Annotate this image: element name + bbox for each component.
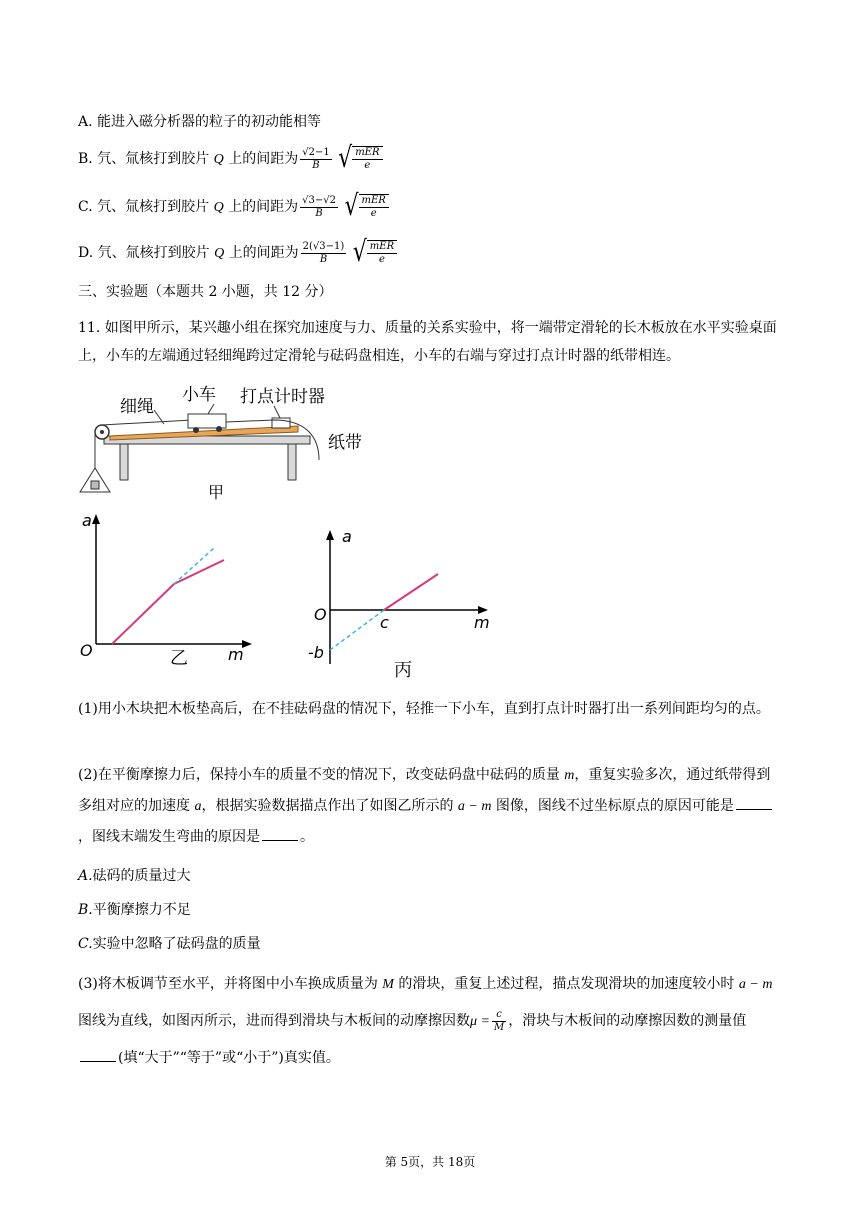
sqrt: √ mER e xyxy=(353,240,397,266)
part-2-text-d: 图像，图线不过坐标原点的原因可能是 xyxy=(495,798,734,814)
cart xyxy=(188,414,226,428)
data-curve xyxy=(112,560,224,644)
fraction-num: c xyxy=(492,1009,506,1022)
choice-text: 实验中忽略了砝码盘的质量 xyxy=(92,936,261,952)
axis-label-a: a xyxy=(342,527,352,546)
axis-label-m: m xyxy=(228,645,244,664)
choice-a xyxy=(78,866,191,886)
axis-label-a: a xyxy=(82,511,92,530)
sqrt: √ mER e xyxy=(338,146,382,172)
var-a: a xyxy=(194,799,202,814)
weight xyxy=(91,481,99,489)
var-big-m: M xyxy=(382,977,394,992)
fraction-den: M xyxy=(493,1021,505,1033)
fraction-den: B xyxy=(315,207,323,219)
part-2-text-f: 。 xyxy=(300,829,314,845)
axis-label-m: m xyxy=(474,613,490,632)
option-d-text: D. 氕、氚核打到胶片 xyxy=(78,245,210,261)
part-3-text-d: ，滑块与木板间的动摩擦因数 xyxy=(508,1013,691,1029)
data-line xyxy=(384,574,438,610)
option-c xyxy=(78,190,389,223)
answer-blank[interactable] xyxy=(262,840,298,841)
label-timer: 打点计时器 xyxy=(240,387,325,407)
option-a: A. 能进入磁分析器的粒子的初动能相等 xyxy=(78,114,322,130)
part-3-text-e: 的测量值 xyxy=(690,1013,747,1029)
choice-c xyxy=(78,934,261,954)
option-b-suffix: 上的间距为 xyxy=(228,151,299,167)
var-q: Q xyxy=(213,152,224,167)
sqrt: √ mER e xyxy=(344,194,388,220)
label-yi: 乙 xyxy=(170,648,188,666)
label-bing: 丙 xyxy=(394,660,412,681)
fraction xyxy=(301,241,347,266)
y-axis-arrow xyxy=(92,514,100,524)
part-3 xyxy=(78,966,784,1076)
part-2 xyxy=(78,760,784,852)
fraction-den: B xyxy=(319,253,328,265)
option-d xyxy=(78,236,397,269)
extension-line xyxy=(330,610,384,650)
part-2-text-e: ，图线末端发生弯曲的原因是 xyxy=(78,829,260,845)
cart-wheel xyxy=(193,427,199,433)
var-q: Q xyxy=(214,246,225,261)
timer-box xyxy=(272,418,290,428)
sqrt-den: e xyxy=(364,160,371,171)
part-2-text-c: ，根据实验数据描点作出了如图乙所示的 xyxy=(201,798,454,814)
part-2-text-a: (2)在平衡摩擦力后，保持小车的质量不变的情况下，改变砝码盘中砝码的质量 xyxy=(78,767,560,783)
cart-wheel xyxy=(216,426,222,432)
var-m: m xyxy=(564,768,575,783)
choice-text: 砝码的质量过大 xyxy=(92,868,191,884)
part-3-text-c: 图线为直线，如图丙所示，进而得到滑块与木板间的动摩擦因数 xyxy=(78,1013,470,1029)
expr-a-minus-m: a − m xyxy=(738,977,773,992)
rope-line xyxy=(102,420,192,425)
option-b-text: B. 氕、氚核打到胶片 xyxy=(78,151,210,167)
choice-letter: C. xyxy=(78,936,93,952)
answer-blank[interactable] xyxy=(80,1061,116,1062)
part-3-text-f: (填“大于”“等于”或“小于”)真实值。 xyxy=(118,1050,340,1066)
sqrt-den: e xyxy=(370,208,377,219)
mu-symbol: μ = xyxy=(470,1014,490,1029)
sqrt-num: mER xyxy=(359,195,389,208)
fraction-num: 2(√3−1) xyxy=(302,240,345,252)
answer-blank[interactable] xyxy=(736,809,772,810)
graph-yi xyxy=(74,510,274,666)
option-c-text: C. 氕、氚核打到胶片 xyxy=(78,199,210,215)
pulley-axle xyxy=(100,430,104,434)
fraction xyxy=(300,195,338,220)
graph-bing xyxy=(306,524,506,682)
page-footer: 第 5页，共 18页 xyxy=(384,1155,476,1169)
label-c: c xyxy=(380,613,389,632)
fraction-c-over-m xyxy=(492,1009,506,1034)
label-rope: 细绳 xyxy=(120,397,154,417)
var-q: Q xyxy=(213,200,224,215)
part-3-text-a: (3)将木板调节至水平，并将图中小车换成质量为 xyxy=(78,976,378,992)
origin-label: O xyxy=(80,641,93,660)
table-leg-right xyxy=(288,444,296,480)
fraction-num: √3−√2 xyxy=(302,194,337,206)
option-c-suffix: 上的间距为 xyxy=(228,199,299,215)
label-cart: 小车 xyxy=(182,385,216,405)
expr-a-minus-m: a − m xyxy=(457,799,492,814)
part-1: (1)用小木块把木板垫高后，在不挂砝码盘的情况下，轻推一下小车，直到打点计时器打出一系列间距均匀的点。 xyxy=(78,701,770,717)
fraction-den: B xyxy=(312,159,320,171)
choice-b xyxy=(78,900,191,920)
part-2-text-b: ，重复实验多次，通过纸带得到多组对应的加速度 xyxy=(78,767,771,814)
choice-text: 平衡摩擦力不足 xyxy=(92,902,191,918)
option-b xyxy=(78,142,383,175)
fraction xyxy=(300,147,331,172)
option-d-suffix: 上的间距为 xyxy=(228,245,299,261)
label-jia: 甲 xyxy=(208,483,225,502)
label-tape: 纸带 xyxy=(328,433,362,453)
question-11-stem: 11. 如图甲所示，某兴趣小组在探究加速度与力、质量的关系实验中，将一端带定滑轮的长木板放在水平实验桌面上，小车的左端通过轻细绳跨过定滑轮与砝码盘相连，小车的右端与穿过打点计时器的纸带相连。 xyxy=(78,320,777,364)
origin-label: O xyxy=(314,605,327,624)
table-leg-left xyxy=(120,444,128,480)
fraction-num: √2−1 xyxy=(302,146,330,158)
choice-letter: B. xyxy=(78,902,93,918)
sqrt-num: mER xyxy=(367,241,397,254)
part-3-text-b: 的滑块，重复上述过程，描点发现滑块的加速度较小时 xyxy=(398,976,735,992)
label-neg-b: -b xyxy=(308,643,324,662)
sqrt-den: e xyxy=(378,254,385,265)
label-pointer-timer xyxy=(274,406,280,418)
sqrt-num: mER xyxy=(352,147,382,160)
label-pointer-cart xyxy=(208,404,214,414)
choice-letter: A. xyxy=(78,868,93,884)
extension-line xyxy=(174,548,214,584)
apparatus-figure xyxy=(74,380,384,505)
y-axis-arrow xyxy=(326,530,334,540)
section-heading: 三、实验题（本题共 2 小题，共 12 分） xyxy=(78,284,333,300)
